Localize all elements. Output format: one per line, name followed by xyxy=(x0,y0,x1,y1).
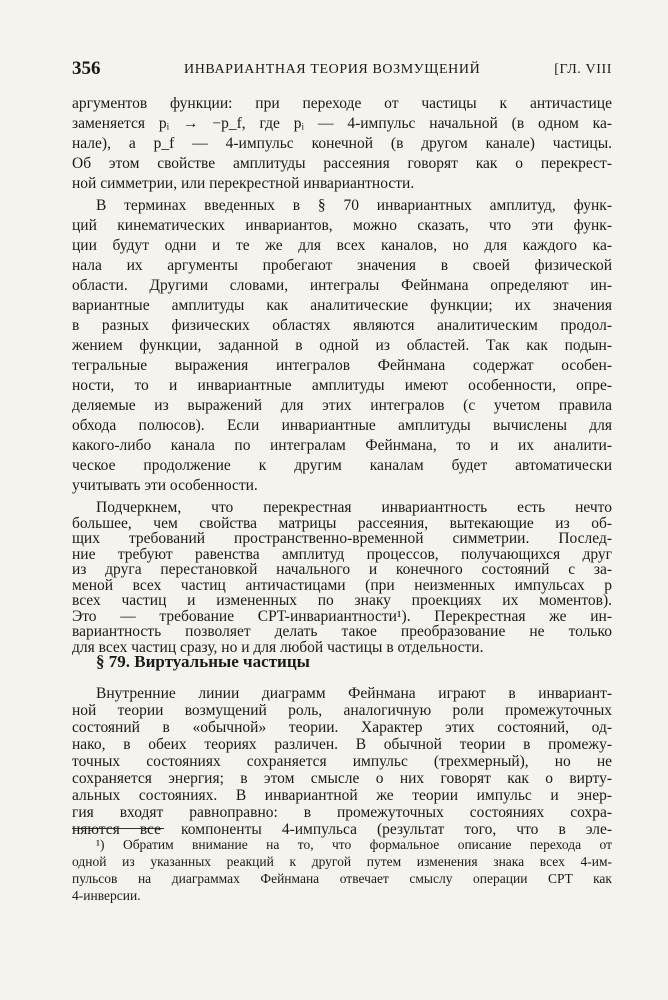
section-heading: § 79. Виртуальные частицы xyxy=(96,652,310,671)
text-line: нале), а p_f — 4-импульс конечной (в другом канале) частицы. xyxy=(72,136,612,152)
text-line: аргументов функции: при переходе от частицы к античастице xyxy=(72,96,612,112)
text-line: Это — требование CPT-инвариантности¹). Перекрестная же ин- xyxy=(72,608,612,625)
text-line: ние требуют равенства амплитуд процессов, получающихся друг xyxy=(72,546,612,563)
text-line: Внутренние линии диаграмм Фейнмана играют в инвариант- xyxy=(96,686,612,702)
text-line: щих требований пространственно-временной симметрии. Послед- xyxy=(72,531,612,547)
text-line: вариантность позволяет делать такое преобразование не только xyxy=(72,624,612,640)
text-line: жением функции, заданной в одной из областей. Так как подын- xyxy=(72,338,612,354)
footnote-line: 4-инверсии. xyxy=(72,888,141,903)
footnote-line: ¹) Обратим внимание на то, что формальное описание перехода от xyxy=(96,837,612,852)
text-line: учитывать эти особенности. xyxy=(72,478,258,494)
text-line: ческое продолжение к другим каналам будет автоматически xyxy=(72,458,612,474)
text-line: точных состояниях сохраняется импульс (трехмерный), но не xyxy=(72,754,612,770)
text-line: заменяется pᵢ → −p_f, где pᵢ — 4-импульс начальной (в одном ка- xyxy=(72,116,612,132)
text-line: состояний в «обычной» теории. Характер этих состояний, од- xyxy=(72,720,612,736)
text-line: в разных физических областях являются аналитическим продол- xyxy=(72,318,612,334)
text-line: ности, то и инвариантные амплитуды имеют особенности, опре- xyxy=(72,378,612,394)
text-line: нала их аргументы пробегают значения в своей физической xyxy=(72,258,612,274)
running-title: ИНВАРИАНТНАЯ ТЕОРИЯ ВОЗМУЩЕНИЙ xyxy=(184,62,481,77)
text-line: для всех частиц сразу, но и для любой частицы в отдельности. xyxy=(72,639,484,656)
running-head xyxy=(72,58,612,84)
text-line: гия входят равноправно: в промежуточных состояниях сохра- xyxy=(72,805,612,821)
text-line: из друга перестановкой начального и конечного состояний с за- xyxy=(72,562,612,578)
text-line: какого-либо канала по интегралам Фейнмана, то и их аналити- xyxy=(72,438,612,454)
footnote-line: пульсов на диаграммах Фейнмана отвечает смыслу операции CPT как xyxy=(72,871,612,886)
text-line: ций кинематических инвариантов, можно сказать, что эти функ- xyxy=(72,218,612,234)
text-line: тегральные выражения интегралов Фейнмана содержат особен- xyxy=(72,358,612,374)
text-line: Подчеркнем, что перекрестная инвариантность есть нечто xyxy=(96,500,612,516)
text-line: сохраняется энергия; в этом смысле о них говорят как о вирту- xyxy=(72,771,612,787)
text-line: всех частиц и измененных по знаку проекциях их моментов). xyxy=(72,593,612,609)
page-number: 356 xyxy=(72,58,101,79)
text-line: Об этом свойстве амплитуды рассеяния говорят как о перекрест- xyxy=(72,156,612,172)
footnote-line: одной из указанных реакций к другой путем изменения знака всех 4-им- xyxy=(72,854,612,869)
chapter-label: [ГЛ. VIII xyxy=(554,62,612,77)
text-line: В терминах введенных в § 70 инвариантных амплитуд, функ- xyxy=(96,198,612,214)
text-line: нако, в обеих теориях различен. В обычной теории в промежу- xyxy=(72,737,612,753)
text-line: альных состояниях. В инвариантной же теории импульс и энер- xyxy=(72,788,612,804)
text-line: меной всех частиц античастицами (при неизменных импульсах p xyxy=(72,577,612,594)
text-line: области. Другими словами, интегралы Фейнмана определяют ин- xyxy=(72,278,612,294)
text-line: обхода полюсов). Если инвариантные амплитуды вычислены для xyxy=(72,418,612,434)
text-line: ной теории возмущений роль, аналогичную роли промежуточных xyxy=(72,703,612,719)
text-line: большее, чем свойства матрицы рассеяния, вытекающие из об- xyxy=(72,515,612,532)
text-line: няются все компоненты 4-импульса (результат того, что в эле- xyxy=(72,822,612,838)
text-line: вариантные амплитуды как аналитические функции; их значения xyxy=(72,298,612,314)
text-line: ной симметрии, или перекрестной инвариантности. xyxy=(72,176,415,192)
text-line: ции будут одни и те же для всех каналов, но для каждого ка- xyxy=(72,238,612,254)
text-line: деляемые из выражений для этих интегралов (с учетом правила xyxy=(72,398,612,414)
